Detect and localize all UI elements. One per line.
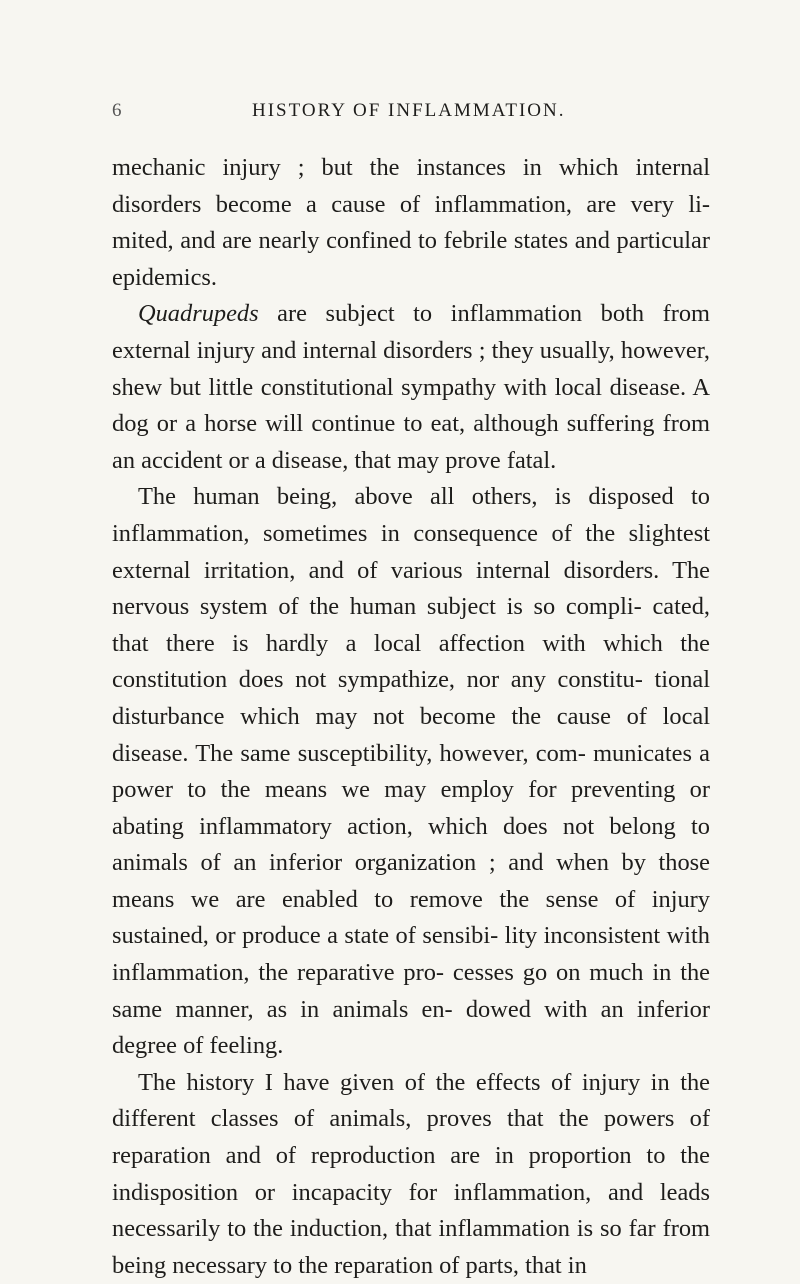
paragraph-1: mechanic injury ; but the instances in which internal disorders become a cause of inflammation, are very li- mited, and are nearly confined to febrile states and particular epidemics. xyxy=(112,154,710,291)
paragraph-2 xyxy=(112,296,710,479)
paragraph-4: The history I have given of the effects of injury in the different classes of animals, proves that the powers of reparation and of reproduction are in proportion to the indisposition or incapacity for inflammation, and leads necessarily to the induction, that inflammation is so far from being necessary to the reparation of parts, that in xyxy=(112,1068,710,1279)
paragraph-3: The human being, above all others, is disposed to inflammation, sometimes in consequence of the slightest external irritation, and of various internal disorders. The nervous system of the human subject is so compli- cated, that there is hardly a local affection with which the constitution does not sympathize, nor any constitu- tional disturbance which may not become the cause of local disease. The same susceptibility, however, com- municates a power to the means we may employ for preventing or abating inflammatory action, which does not belong to animals of an inferior organization ; and when by those means we are enabled to remove the sense of injury sustained, or produce a state of sensibi- lity inconsistent with inflammation, the reparative pro- cesses go on much in the same manner, as in animals en- dowed with an inferior degree of feeling. xyxy=(112,483,710,1060)
running-header xyxy=(112,100,710,128)
page-number: 6 xyxy=(112,100,122,121)
italic-term-quadrupeds: Quadrupeds xyxy=(138,300,259,328)
paragraph-2-text: are subject to inflammation both from external injury and internal disorders ; they usually, however, shew but little constitutional sympathy with local disease. A dog or a horse will continue to eat, although suffering from an accident or a disease, that may prove fatal. xyxy=(112,300,710,474)
running-title: HISTORY OF INFLAMMATION. xyxy=(252,100,566,121)
body-text xyxy=(112,150,710,1284)
